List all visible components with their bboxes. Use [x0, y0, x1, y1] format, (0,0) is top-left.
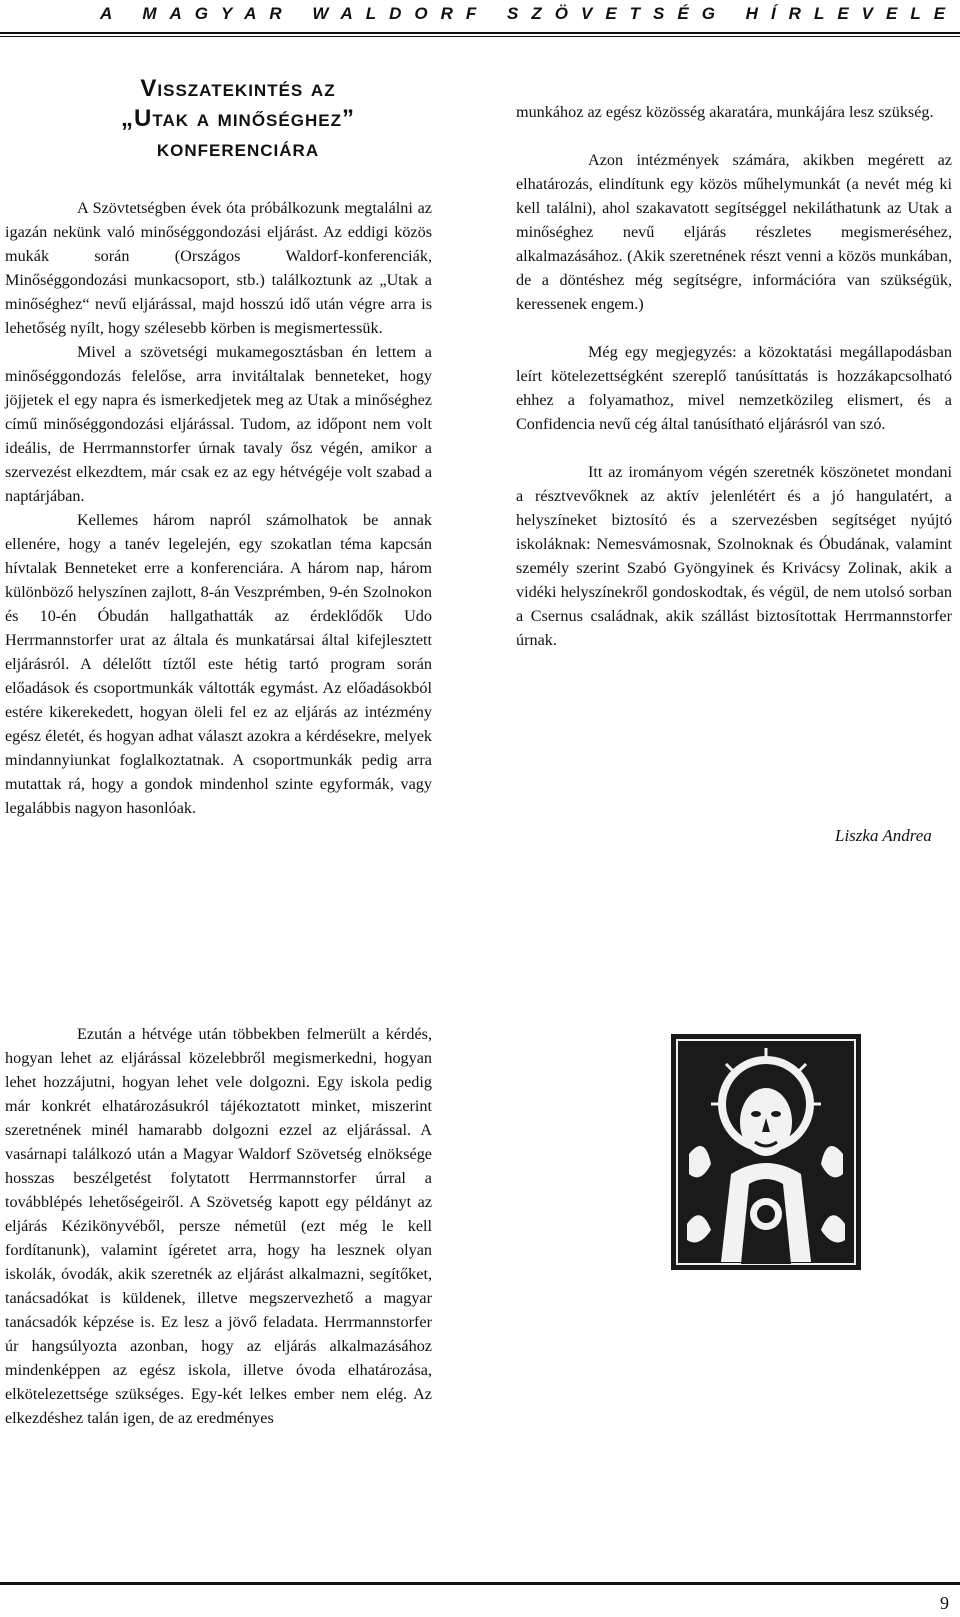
- footer-rule: [0, 1582, 960, 1585]
- right-column: [516, 100, 952, 652]
- left-column-bottom: [5, 1022, 432, 1430]
- paragraph: munkához az egész közösség akaratára, munkájára lesz szükség.: [516, 103, 934, 121]
- title-line-2: „Utak a minőséghez”: [121, 105, 355, 132]
- author-signature: Liszka Andrea: [835, 826, 932, 845]
- header-rule-thin: [0, 36, 960, 37]
- paragraph: Ezután a hétvége után többekben felmerült a kérdés, hogyan lehet az eljárással közelebbről megismerkedni, hogyan lehet hozzájutni, hogyan lehet vele dolgozni. Egy iskola pedig már konkrét elhatározásukról tájékoztatott minket, miszerint szeretnének minél hamarabb dolgozni ezzel az eljárással. A vasárnapi találkozó után a Magyar Waldorf Szövetség elnöksége hosszas beszélgetést folytatott Herrmannstorfer úrral a továbblépés lehetőségeiről. A Szövetség kapott egy példányt az eljárás Kézikönyvéből, persze németül (ezt még le kell fordítanunk), valamint ígéretet arra, hogy ha lesznek olyan iskolák, óvodák, akik szeretnék az eljárást alkalmazni, segítőket, tanácsadókat is küldenek, illetve megszervezhető a magyar tanácsadók képzése is. Ez lesz a jövő feladata. Herrmannstorfer úr hangsúlyozta azonban, hogy az eljárás alkalmazásához mindenképpen az egész iskola, illetve óvoda elhatározása, elkötelezettsége szükséges. Egy-két lelkes ember nem elég. Az elkezdéshez talán igen, de az eredményes: [5, 1025, 432, 1427]
- paragraph: Még egy megjegyzés: a közoktatási megállapodásban leírt kötelezettségként szereplő tanúsíttatás is hozzákapcsolható ehhez a folyamathoz, mivel nemzetközileg elismert, és a Confidencia nevű cég által tanúsítható eljárásról van szó.: [516, 343, 952, 433]
- paragraph: Azon intézmények számára, akikben megérett az elhatározás, elindítunk egy közös műhelymunkát (a nevét még ki kell találni), ahol szakavatott segítséggel nekiláthatunk az Utak a minőséghez nevű eljárás részletes megismeréséhez, alkalmazásához. (Akik szeretnének részt venni a közös munkában, de a döntéshez még segítségre, információra van szükségük, keressenek engem.): [516, 151, 952, 313]
- paragraph: Itt az irományom végén szeretnék köszönetet mondani a résztvevőknek az aktív jelenlétért és a jó hangulatért, a helyszíneket biztosító és a szervezésben segítséget nyújtó iskoláknak: Nemesvámosnak, Szolnoknak és Óbudának, valamint személy szerint Szabó Gyöngyinek és Krivácsy Zolinak, akik a vidéki helyszínekről gondoskodtak, és végül, de nem utolsó sorban a Csernus családnak, akik szállást biztosítottak Herrmannstorfer úrnak.: [516, 463, 952, 649]
- article-title: [88, 74, 388, 164]
- newsletter-header: A MAGYAR WALDORF SZÖVETSÉG HÍRLEVELE: [100, 4, 959, 23]
- paragraph: A Szövtetségben évek óta próbálkozunk megtalálni az igazán nekünk való minőséggondozási eljárást. Az eddigi közös mukák során (Országos Waldorf-konferenciák, Minőséggondozási munkacsoport, stb.) találkoztunk az „Utak a minőséghez“ nevű eljárással, majd hosszú idő után végre arra is lehetőség nyílt, hogy szélesebb körben is megismertessük.: [5, 199, 432, 337]
- page-number: 9: [940, 1593, 949, 1613]
- woodcut-face-illustration-icon: [671, 1034, 861, 1270]
- title-line-1: Visszatekintés az: [140, 75, 336, 102]
- paragraph: Kellemes három napról számolhatok be annak ellenére, hogy a tanév legelején, egy szokatlan téma kapcsán hívtalak Benneteket erre a konferenciára. A három nap, három különböző helyszínen zajlott, 8-án Veszprémben, 9-én Szolnokon és 10-én Óbudán hallgathatták az érdeklődők Udo Herrmannstorfer urat az általa és munkatársai által kifejlesztett eljárásról. A délelőtt tíztől este hétig tartó program során előadások és csoportmunkák váltották egymást. Az előadásokból estére kikerekedett, hogyan öleli fel ez az eljárás az intézmény egész életét, és hogyan adhat választ azokra a kérdésekre, melyek mindannyiunkat foglalkoztatnak. A csoportmunkák pedig arra mutattak rá, hogy a gondok mindenhol szinte egyformák, vagy legalábbis nagyon hasonlóak.: [5, 511, 432, 817]
- paragraph: Mivel a szövetségi mukamegosztásban én lettem a minőséggondozás felelőse, arra invitáltalak benneteket, hogy jöjjetek el egy napra és ismerkedjetek meg az Utak a minőséghez című minőséggondozási eljárással. Tudom, az időpont nem volt ideális, de Herrmannstorfer úrnak tavaly ősz végén, amikor a szervezést elkezdtem, már csak ez az egy hétvégéje volt szabad a naptárjában.: [5, 343, 432, 505]
- title-line-3: konferenciára: [156, 135, 320, 162]
- left-column-top: [5, 196, 432, 820]
- header-rule: [0, 32, 960, 34]
